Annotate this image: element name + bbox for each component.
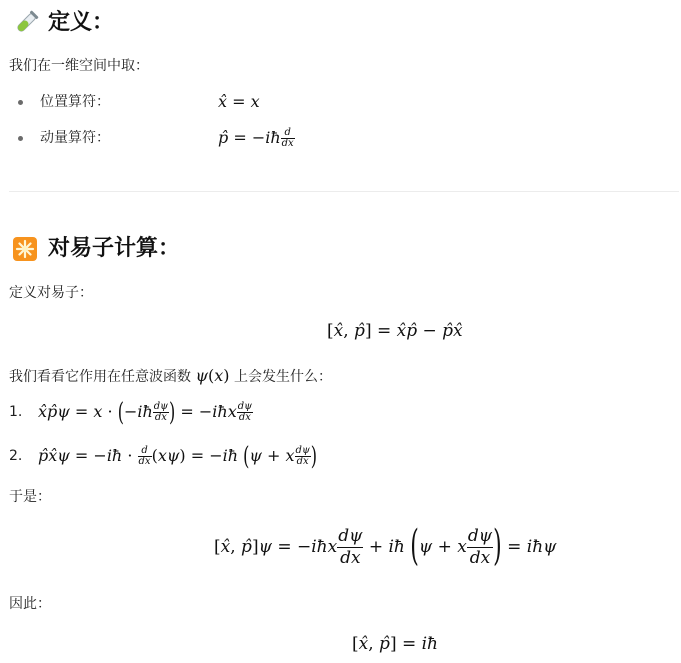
commutator-action-formula: [x̂, p̂]ψ = −iħx $\frac{d\psi}{dx}$ + iħ (ψ + x $\frac{d\psi}{dx}$ ) = iħψ — [214, 522, 557, 571]
therefore-text: 因此： — [9, 596, 51, 612]
commutator-result-formula: [x̂, p̂] = iħ — [352, 634, 439, 654]
step-number: 2. — [9, 448, 23, 464]
test-tube-icon — [12, 9, 40, 37]
define-commutator-text: 定义对易子： — [9, 285, 93, 301]
so-text: 于是： — [9, 489, 51, 505]
step-1-formula: x̂p̂ψ = x · (−iħ $\frac{d\psi}{dx}$ ) = −iħx $\frac{d\psi}{dx}$ — [38, 397, 252, 427]
section-commutator-title: 对易子计算： — [48, 236, 181, 261]
bullet-dot — [18, 100, 23, 105]
momentum-operator-formula: p̂ = −iħ $\frac{d}{dx}$ — [218, 127, 294, 149]
action-sentence: 我们看看它作用在任意波函数 ψ(x) 上会发生什么： — [9, 366, 332, 385]
definition-intro: 我们在一维空间中取： — [9, 58, 149, 74]
position-operator-formula: x̂ = x — [218, 92, 260, 111]
step-2-formula: p̂x̂ψ = −iħ · $\frac{d}{dx}$ (xψ) = −iħ (ψ + x $\frac{d\psi}{dx}$ ) — [38, 441, 318, 471]
wavefunction-symbol: ψ(x) — [195, 366, 230, 385]
step-number: 1. — [9, 404, 23, 420]
section-divider — [9, 191, 679, 192]
section-commutator-heading — [12, 234, 180, 264]
section-definition-heading — [12, 8, 114, 38]
momentum-operator-label: 动量算符： — [40, 130, 110, 146]
sparkle-icon — [12, 236, 38, 262]
bullet-dot — [18, 136, 23, 141]
commutator-definition-formula: [x̂, p̂] = x̂p̂ − p̂x̂ — [327, 321, 463, 341]
position-operator-label: 位置算符： — [40, 94, 110, 110]
section-definition-title: 定义： — [48, 10, 115, 35]
